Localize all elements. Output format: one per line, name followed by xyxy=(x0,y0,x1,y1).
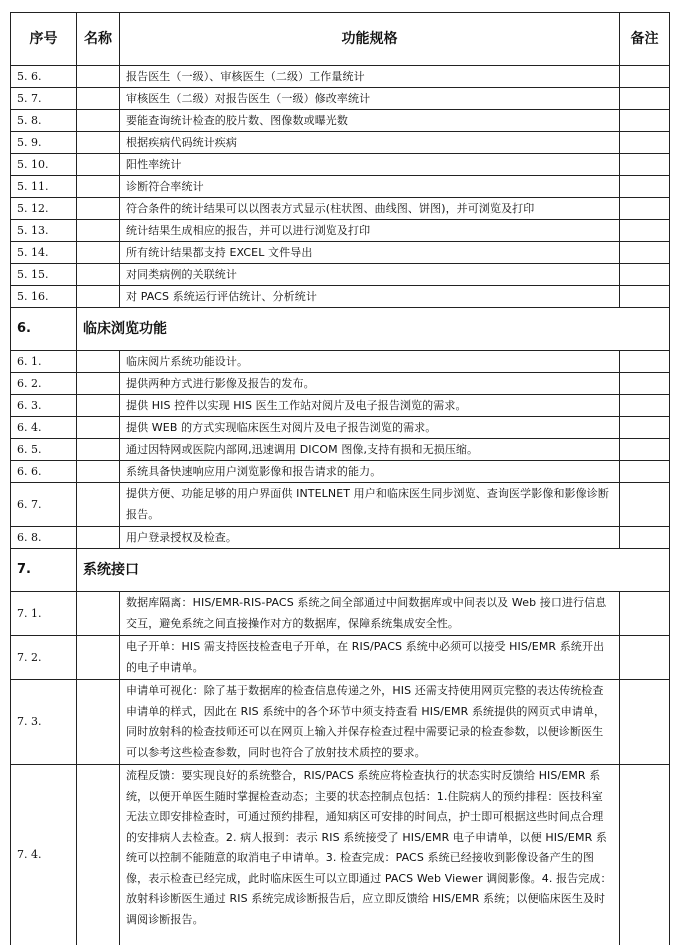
table-row xyxy=(11,461,670,483)
row-spec: 用户登录授权及检查。 xyxy=(120,527,620,549)
row-note xyxy=(620,351,670,373)
row-note xyxy=(620,88,670,110)
row-name xyxy=(77,527,120,549)
row-name xyxy=(77,220,120,242)
row-name xyxy=(77,483,120,527)
row-number: 5. 16. xyxy=(11,286,77,308)
table-row xyxy=(11,154,670,176)
row-name xyxy=(77,198,120,220)
table-row xyxy=(11,176,670,198)
row-name xyxy=(77,242,120,264)
table-row xyxy=(11,592,670,636)
row-note xyxy=(620,154,670,176)
row-number: 5. 7. xyxy=(11,88,77,110)
row-spec: 审核医生（二级）对报告医生（一级）修改率统计 xyxy=(120,88,620,110)
row-number: 6. 7. xyxy=(11,483,77,527)
table-row xyxy=(11,439,670,461)
table-header-row xyxy=(11,13,670,66)
table-row xyxy=(11,373,670,395)
row-name xyxy=(77,680,120,765)
header-spec: 功能规格 xyxy=(120,13,620,66)
row-spec: 阳性率统计 xyxy=(120,154,620,176)
row-spec: 对 PACS 系统运行评估统计、分析统计 xyxy=(120,286,620,308)
row-number: 6. 4. xyxy=(11,417,77,439)
row-name xyxy=(77,765,120,945)
table-row xyxy=(11,395,670,417)
row-note xyxy=(620,592,670,636)
table-row xyxy=(11,286,670,308)
table-row xyxy=(11,417,670,439)
row-name xyxy=(77,132,120,154)
row-note xyxy=(620,176,670,198)
row-number: 6. 8. xyxy=(11,527,77,549)
row-number: 5. 6. xyxy=(11,66,77,88)
row-note xyxy=(620,636,670,680)
row-spec: 统计结果生成相应的报告，并可以进行浏览及打印 xyxy=(120,220,620,242)
section-row-6 xyxy=(11,308,670,351)
row-number: 5. 8. xyxy=(11,110,77,132)
row-name xyxy=(77,88,120,110)
table-row xyxy=(11,483,670,527)
row-name xyxy=(77,351,120,373)
row-name xyxy=(77,286,120,308)
row-number: 6. 3. xyxy=(11,395,77,417)
row-number: 7. 3. xyxy=(11,680,77,765)
row-number: 5. 9. xyxy=(11,132,77,154)
table-row xyxy=(11,264,670,286)
table-row xyxy=(11,88,670,110)
row-number: 5. 13. xyxy=(11,220,77,242)
row-name xyxy=(77,110,120,132)
row-note xyxy=(620,461,670,483)
row-spec: 诊断符合率统计 xyxy=(120,176,620,198)
row-spec: 提供 WEB 的方式实现临床医生对阅片及电子报告浏览的需求。 xyxy=(120,417,620,439)
row-number: 5. 12. xyxy=(11,198,77,220)
row-note xyxy=(620,220,670,242)
table-row xyxy=(11,351,670,373)
row-note xyxy=(620,132,670,154)
section-title: 临床浏览功能 xyxy=(77,308,670,351)
row-note xyxy=(620,417,670,439)
row-number: 5. 10. xyxy=(11,154,77,176)
row-note xyxy=(620,527,670,549)
header-no: 序号 xyxy=(11,13,77,66)
row-number: 5. 15. xyxy=(11,264,77,286)
row-number: 7. 2. xyxy=(11,636,77,680)
row-note xyxy=(620,395,670,417)
row-note xyxy=(620,765,670,945)
row-spec: 根据疾病代码统计疾病 xyxy=(120,132,620,154)
row-spec: 临床阅片系统功能设计。 xyxy=(120,351,620,373)
row-name xyxy=(77,417,120,439)
row-spec: 所有统计结果都支持 EXCEL 文件导出 xyxy=(120,242,620,264)
row-spec: 电子开单：HIS 需支持医技检查电子开单，在 RIS/PACS 系统中必须可以接受 HIS/EMR 系统开出的电子申请单。 xyxy=(120,636,620,680)
row-name xyxy=(77,592,120,636)
row-note xyxy=(620,286,670,308)
row-name xyxy=(77,264,120,286)
table-row xyxy=(11,636,670,680)
table-row xyxy=(11,765,670,945)
row-note xyxy=(620,373,670,395)
row-number: 6. 2. xyxy=(11,373,77,395)
row-spec: 通过因特网或医院内部网,迅速调用 DICOM 图像,支持有损和无损压缩。 xyxy=(120,439,620,461)
row-number: 7. 1. xyxy=(11,592,77,636)
row-spec: 要能查询统计检查的胶片数、图像数或曝光数 xyxy=(120,110,620,132)
row-note xyxy=(620,198,670,220)
table-row xyxy=(11,242,670,264)
section-row-7 xyxy=(11,549,670,592)
row-note xyxy=(620,242,670,264)
row-number: 5. 14. xyxy=(11,242,77,264)
row-spec: 申请单可视化：除了基于数据库的检查信息传递之外，HIS 还需支持使用网页完整的表达传统检查申请单的样式，因此在 RIS 系统中的各个环节中须支持查看 HIS/EMR 系统提供的网页式申请单，同时放射科的检查技师还可以在网页上输入并保存检查过程中需要记录的检查参数，以便诊断医生可以参考这些检查参数，同时也符合了放射技术质控的要求。 xyxy=(120,680,620,765)
row-number: 6. 6. xyxy=(11,461,77,483)
row-spec: 系统具备快速响应用户浏览影像和报告请求的能力。 xyxy=(120,461,620,483)
table-row xyxy=(11,220,670,242)
row-name xyxy=(77,373,120,395)
row-number: 7. 4. xyxy=(11,765,77,945)
section-title: 系统接口 xyxy=(77,549,670,592)
row-name xyxy=(77,66,120,88)
header-name: 名称 xyxy=(77,13,120,66)
row-note xyxy=(620,483,670,527)
table-row xyxy=(11,132,670,154)
row-note xyxy=(620,439,670,461)
row-number: 5. 11. xyxy=(11,176,77,198)
row-spec: 报告医生（一级）、审核医生（二级）工作量统计 xyxy=(120,66,620,88)
section-number: 6. xyxy=(11,308,77,351)
row-note xyxy=(620,66,670,88)
row-name xyxy=(77,395,120,417)
row-number: 6. 1. xyxy=(11,351,77,373)
row-name xyxy=(77,154,120,176)
row-spec: 提供 HIS 控件以实现 HIS 医生工作站对阅片及电子报告浏览的需求。 xyxy=(120,395,620,417)
row-name xyxy=(77,461,120,483)
row-number: 6. 5. xyxy=(11,439,77,461)
table-row xyxy=(11,527,670,549)
row-name xyxy=(77,636,120,680)
table-row xyxy=(11,110,670,132)
row-name xyxy=(77,176,120,198)
row-note xyxy=(620,110,670,132)
row-name xyxy=(77,439,120,461)
row-spec: 流程反馈：要实现良好的系统整合，RIS/PACS 系统应将检查执行的状态实时反馈给 HIS/EMR 系统，以便开单医生随时掌握检查动态；主要的状态控制点包括：1.住院病人的预约排程：医技科室无法立即安排检查时，可通过预约排程，通知病区可安排的时间点，护士即可根据这些时间点合理的安排病人去检查。2. 病人报到：表示 RIS 系统接受了 HIS/EMR 电子申请单，以便 HIS/EMR 系统可以控制不能随意的取消电子申请单。3. 检查完成：PACS 系统已经接收到影像设备产生的图像，表示检查已经完成，此时临床医生可以立即通过 PACS Web Viewer 调阅影像。4. 报告完成：放射科诊断医生通过 RIS 系统完成诊断报告后，应立即反馈给 HIS/EMR 系统；以便临床医生及时调阅诊断报告。 xyxy=(120,765,620,945)
row-spec: 数据库隔离：HIS/EMR-RIS-PACS 系统之间全部通过中间数据库或中间表以及 Web 接口进行信息交互，避免系统之间直接操作对方的数据库，保障系统集成安全性。 xyxy=(120,592,620,636)
row-spec: 符合条件的统计结果可以以图表方式显示(柱状图、曲线图、饼图)，并可浏览及打印 xyxy=(120,198,620,220)
spec-table xyxy=(10,12,670,945)
header-note: 备注 xyxy=(620,13,670,66)
row-note xyxy=(620,680,670,765)
section-number: 7. xyxy=(11,549,77,592)
table-row xyxy=(11,66,670,88)
row-spec: 提供方便、功能足够的用户界面供 INTELNET 用户和临床医生同步浏览、查询医学影像和影像诊断报告。 xyxy=(120,483,620,527)
row-note xyxy=(620,264,670,286)
table-row xyxy=(11,198,670,220)
row-spec: 对同类病例的关联统计 xyxy=(120,264,620,286)
table-row xyxy=(11,680,670,765)
row-spec: 提供两种方式进行影像及报告的发布。 xyxy=(120,373,620,395)
